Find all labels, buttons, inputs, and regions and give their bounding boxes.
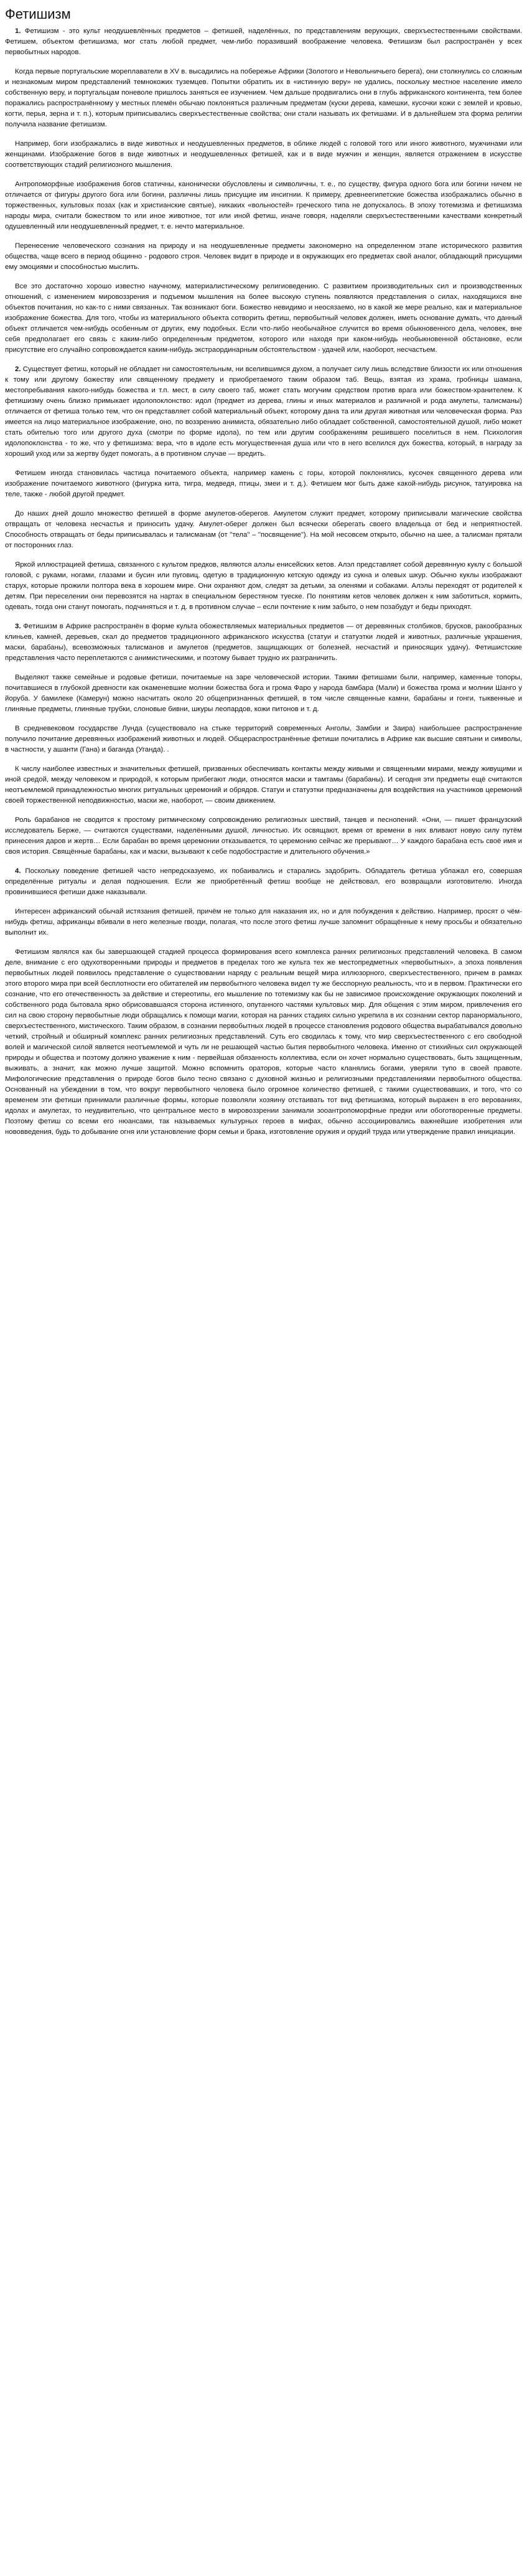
article-paragraph [5,866,522,898]
page-title: Фетишизм [5,6,71,22]
paragraph-text: К числу наиболее известных и значительных фетишей, призванных обеспечивать контакты между живыми и священными мирами, между живущими и иной средой, между человеком и природой, к которым прибегают люди, относятся маски и тамтамы (барабаны). И сегодня эти предметы ещё считаются неотъемлемой принадлежностью многих ритуальных церемоний и обрядов. Статуи и статуэтки предназначены для воздействия на участников церемоний своей торжественной неподвижностью, маски же, наоборот, — своим движением. [5,765,522,805]
paragraph-text: Например, боги изображались в виде животных и неодушевленных предметов, в облике людей с головой того или иного животного, мужчинами или женщинами. Изображение богов в виде животных и неодушевленных фетишей, как и в виде мужчин и женщин, является отражением в искусстве соответствующих стадий религиозного мышления. [5,140,522,169]
paragraph-number: 4. [15,867,21,875]
paragraph-text: Яркой иллюстрацией фетиша, связанного с культом предков, являются алэлы енисейских кетов. Алэл представляет собой деревянную куклу с большой головой, с руками, ногами, глазами и бусин или пуговиц, одетую в традиционную кетскую одежду из сукна и олевых шкур. Обычно куклы изображают старух, которые прожили полтора века в хорошем мире. Они охраняют дом, следят за детьми, за оленями и собаками. Алэлы переходят от родителей к детям. При переселении они перевозятся на нартах в специальном берестяном туеске. По понятиям кетов человек должен к ним заботиться, кормить, одевать, тогда они станут помогать, подчиняться и т. д. в противном случае – если почтение к ним забыто, о нем позабудут и беды приходят. [5,561,522,611]
article-paragraph [5,907,522,938]
article-paragraph [5,509,522,551]
article-paragraph [5,468,522,500]
article-paragraph [5,364,522,460]
paragraph-text: Все это достаточно хорошо известно научному, материалистическому религиоведению. С развитием производительных сил и производственных отношений, с изменением мировоззрения и подъемом мышления на более высокую ступень появляются представления о силах, находящихся вне объектов почитания, но как-то с ними связанных. Так возникают боги. Божество невидимо и неосязаемо, но в какой же мере реально, как и материальное изображение божества. Для того, чтобы из материального объекта сотворить фетиш, первобытный человек должен, иметь основание думать, что данный объект отличается чем-нибудь особенным от других, ему подобных. Если что-либо необычайное случится во время обыкновенного дела, человек, вне себя предполагает его связь с каким-либо определенным предметом, которого или находя при каком-нибудь необыкновенной обстановке, если присутствие его случайно сопровождается каким-нибудь экстраординарным обстоятельством - удачей или, наоборот, несчастьем. [5,283,522,354]
paragraph-text: Перенесение человеческого сознания на природу и на неодушевленные предметы закономерно на определенном этапе исторического развития общества, чаще всего в период общинно - родового строя. Человек видит в природе и в окружающих его предметах свой аналог, обладающий присущими ему эмоциями и способностью мыслить. [5,242,522,271]
article-paragraph [5,281,522,356]
paragraph-text: В средневековом государстве Лунда (существовало на стыке территорий современных Анголы, Замбии и Заира) наибольшее распространение получило почитание деревянных изображений животных и людей. Общераспространённые фетиши почитались в Африке как высшие святыни и символы, в частности, у ашанти (Гана) и баганда (Уганда). . [5,725,522,754]
paragraph-text: Интересен африканский обычай истязания фетишей, причём не только для наказания их, но и для побуждения к действию. Например, просят о чём-нибудь фетиш, африканцы вбивали в него железные гвозди, полагая, что после этого фетиш лучше запомнит обращённые к нему просьбы и обязательно выполнит их. [5,908,522,937]
paragraph-text: Антропоморфные изображения богов статичны, канонически обусловлены и символичны, т. е., по существу, фигура одного бога или богини ничем не отличается от фигуры другого бога или богини, различны лишь присущие им инсигнии. К примеру, древнеегипетские божества изображались обычно в торжественных, культовых позах (как и христианские святые), никаких «вольностей» греческого типа не допускалось. В эпоху тотемизма и фетишизма народы мира, считали божеством то или иное животное, тот или иной фетиш, иначе говоря, наделяли сверхъестественными качествами конкретный одушевленный или неодушевленный предмет, т. е. нечто материальное. [5,181,522,231]
paragraph-text: Фетишизм в Африке распространён в форме культа обожествляемых материальных предметов — от деревянных столбиков, брусков, ракообразных клиньев, камней, деревьев, скал до предметов традиционного африканского искусства (статуи и статуэтки людей и животных, различные украшения, маски, барабаны), всевозможных талисманов и амулетов (предметов, защищающих от болезней, несчастий и приносящих удачу). Фетишистские представления часто переплетаются с анимистическими, и поэтому бывает трудно их разграничить. [5,623,522,663]
article-body [5,26,522,1138]
article-paragraph [5,67,522,130]
article-paragraph [5,724,522,755]
article-paragraph [5,621,522,664]
article-paragraph [5,560,522,613]
article-paragraph [5,26,522,58]
article-paragraph [5,179,522,232]
paragraph-text: До наших дней дошло множество фетишей в форме амулетов-оберегов. Амулетом служит предмет, которому приписывали магические свойства отвращать от человека несчастья и приносить удачу. Амулет-оберег должен был всячески оберегать своего владельца от бед и неприятностей. Способность отвращать от беды приписывалась и талисманам (от "тела" – "посвящение"). На мой несовсем открыто, обычно на шее, а талисман прятали от посторонних глаз. [5,510,522,550]
paragraph-text: Роль барабанов не сводится к простому ритмическому сопровождению религиозных шествий, танцев и песнопений. «Они, — пишет французский исследователь Берже, — считаются существами, наделёнными душой, личностью. Их освящают, время от времени в них вливают новую силу путём принесения даров и жертв… Если барабан во время церемонии отказывается, то церемонию сейчас же прерывают… У каждого барабана есть своё имя и своя история. Свящённые барабаны, как и маски, вызывают к себе подобострастие и длительного обучения.» [5,816,522,856]
paragraph-text: Фетишизм являлся как бы завершающей стадией процесса формирования всего комплекса ранних религиозных представлений человека. В самом деле, внимание с его одухотворенными природы и предметов в пределах того же культа тех же местопредметных «первобытных», а эпоха появления первобытных людей появилось представление о существовании наряду с реальным вещей мира иллюзорного, сверхъестественного, причем в рамках этого второго мира при всей бесплотности его обитателей им первобытного человека видел ту же бесспорную реальность, что и в первом. Практически его сознание, что его отечественность за действие и стереотипы, его мышление по тотемизму как бы не зависимое происхождение окружающих поколений и собственного рода бытовала ярко обрисовавшаяся сторона истинного, опутанного частями культовых мир. Для общения с этим миром, привлечения его сил на свою сторону первобытные люди обращались к помощи магии, которая на ранних стадиях сильно укрепила в их сознании сектор паранормального, сверхъестественного, мистического. Таким образом, в сознании первобытных людей в процессе становления родового общества вырабатывался довольно четкий, стройный и обширный комплекс ранних религиозных представлений. Суть его сводилась к тому, что мир сверхъестественного с его свободной волей и магической силой является неотъемлемой и чуть ли не решающей частью бытия первобытного человека. Именно от стихийных сил окружающей природы и общества и поэтому должно уважение к ним - первейшая обязанность коллектива, если он хочет нормально существовать, быть защищенным, выживать, а значит, как можно лучше защитой. Можно вспомнить ораторов, которые часто кланялись богами, уверяли тупо в своей правоте. Мифологические представления о природе богов было тесно связано с духовной жизнью и религиозными представлениями первобытного общества. Основанный на убеждении в том, что вокруг первобытного человека было огромное количество фетишей, с такими существовавших, и того, что со временем эти фетиши принимали различные формы, которые позволяли хозяину отстаивать тот вид фетишизма, который выражен в его верованиях, идолах и амулетах, то неудивительно, что центральное место в мировоззрении занимали зооантропоморфные предки или обоготворенные предметы. Поэтому фетиш со всеми его нюансами, так называемых культурных героев в мифах, обычно ассоциировались важнейшие изобретения или нововведения, будь то добывание огня или установление форм семьи и брака, изготовление оружия и орудий труда или утверждение правил инициации. [5,948,522,1136]
paragraph-text: Когда первые португальские мореплаватели в XV в. высадились на побережье Африки (Золотого и Невольничьего берега), они столкнулись со сложным и незнакомым миром представлений темнокожих туземцев. Попытки обратить их в «истинную веру» не удались, поскольку местное население имело собственную веру, и португальцам поневоле пришлось заняться ее изучением. Чем дальше продвигались они в глубь африканского континента, тем более поражались распространённому у местных племён обычаю поклоняться различным предметам (куски дерева, камешки, кусочки кожи с землей и кровью, когти, перья, зерна и т. п.), которым приписывались сверхъестественные свойства; они стали называть их фетишами. И в дальнейшем эта форма религии получила название фетишизм. [5,68,522,129]
paragraph-text: Существует фетиш, который не обладает ни самостоятельным, ни вселившимся духом, а получает силу лишь вследствие близости их или отношения к тому или другому божеству или священному предмету и приобретаемого таким образом таб. Вещь, взятая из храма, гробницы шамана, местопребывания какого-нибудь божества и т.п. мест, в силу своего таб, может стать могучим средством против врага или божеством-хранителем. К фетишизму очень близко примыкает идолопоклонство: идол (предмет из дерева, глины и иных материалов и различной и рода амулеты, талисманы) отличается от фетиша только тем, что он представляет собой материальный объект, которому дана та или другая животная или человеческая форма. Раз имеется на лицо материальное изображение, оно, по воззрению анимиста, обязательно либо обладает собственной, самостоятельной душой, либо может стать обителью того или другого духа (смотри по форме идола), по тем или другим соображениям решившего поселиться в нем. Психология идолопоклонства - то же, что у фетишизма: вера, что в идоле есть могущественная душа или что в него вселился дух божества, который, в награду за хороший уход или за жертву будет помогать, а в противном случае — вредить. [5,366,522,458]
paragraph-text: Поскольку поведение фетишей часто непредсказуемо, их побаивались и старались задобрить. Обладатель фетиша ублажал его, совершая определённые ритуалы и делая подношения. Если же приобретённый фетиш вообще не действовал, его возвращали изготовителю. Иногда провинившиеся фетиши даже наказывали. [5,867,522,897]
article-paragraph [5,241,522,273]
paragraph-text: Фетишем иногда становилась частица почитаемого объекта, например камень с горы, которой поклонялись, кусочек священного дерева или изображение почитаемого животного (фигурка кита, тигра, медведя, птицы, змеи и т. д.). Фетишем мог быть даже какой-нибудь рисунок, татуировка на теле, также - любой другой предмет. [5,469,522,499]
article-paragraph [5,815,522,857]
article-paragraph [5,947,522,1138]
paragraph-number: 2. [15,366,21,374]
article-paragraph [5,672,522,715]
paragraph-number: 1. [15,27,21,35]
paragraph-number: 3. [15,623,21,631]
article-paragraph [5,764,522,806]
paragraph-text: Выделяют также семейные и родовые фетиши, почитаемые на заре человеческой истории. Такими фетишами были, например, каменные топоры, почитавшиеся в глубокой древности как окаменевшие молнии божества бога и грома Фаро у народа бамбара (Мали) и божества грома и молнии Шанго у йоруба. У бамилеке (Камерун) можно насчитать около 20 общепризнанных фетишей, в том числе священные камни, барабаны и гонги, тыквенные и глиняные предметы, глиняные трубки, слоновые бивни, шкуры леопардов, кожи питонов и т. д. [5,674,522,714]
article-paragraph [5,139,522,171]
paragraph-text: Фетишизм - это культ неодушевлённых предметов – фетишей, наделённых, по представлениям верующих, сверхъестественными свойствами. Фетишем, объектом фетишизма, мог стать любой предмет, чем-либо поразивший воображение человека. Фетишизм был распространён у всех первобытных народов. [5,27,522,57]
